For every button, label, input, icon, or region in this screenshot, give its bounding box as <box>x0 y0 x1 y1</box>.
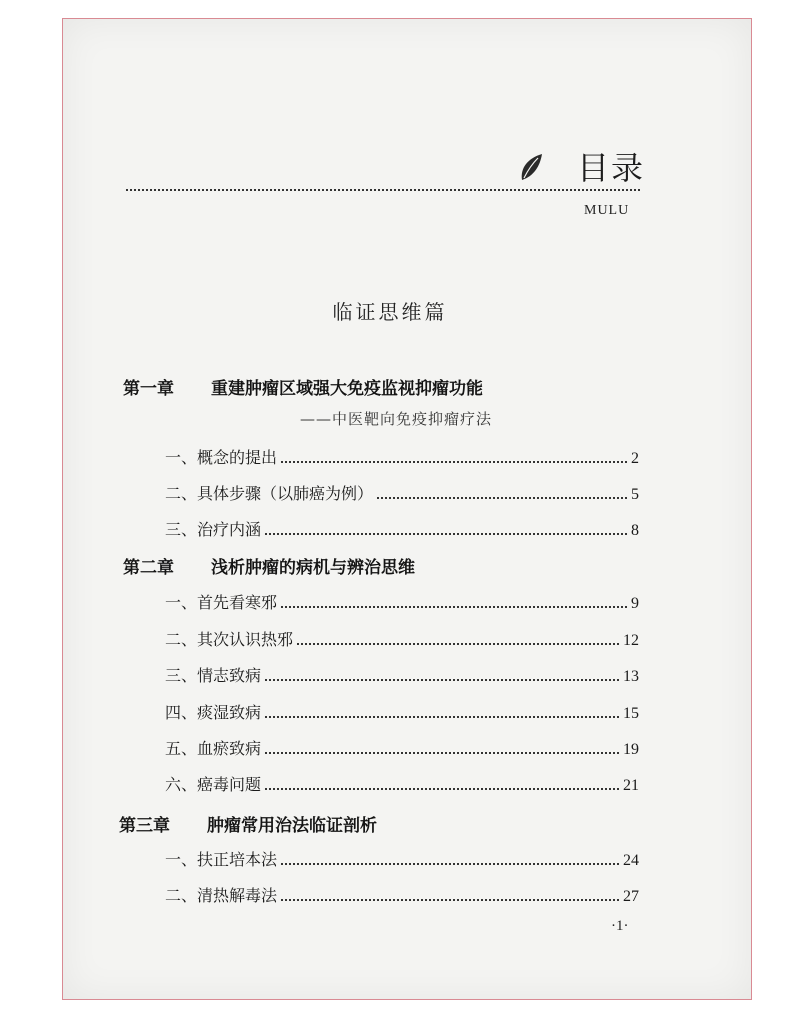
entry-page: 12 <box>623 632 639 649</box>
entry-label: 三、治疗内涵 <box>165 520 262 539</box>
toc-entry[interactable] <box>165 442 639 468</box>
chapter-title: 浅析肿瘤的病机与辨治思维 <box>211 558 415 578</box>
chapter-heading[interactable] <box>123 553 415 578</box>
chapter-subtitle: ——中医靶向免疫抑瘤疗法 <box>300 410 493 428</box>
toc-entry[interactable] <box>165 478 639 504</box>
chapter-heading[interactable] <box>119 811 377 836</box>
dot-leader <box>265 752 619 754</box>
entry-label: 三、情志致病 <box>165 666 262 685</box>
toc-entry[interactable] <box>165 624 639 650</box>
page-number: ·1· <box>611 918 629 934</box>
entry-page: 8 <box>631 522 639 539</box>
entry-page: 2 <box>631 450 639 467</box>
entry-page: 9 <box>631 595 639 612</box>
dot-leader <box>265 679 619 681</box>
dot-leader <box>281 899 619 901</box>
entry-page: 21 <box>623 777 639 794</box>
entry-label: 二、具体步骤（以肺癌为例） <box>165 484 374 503</box>
dot-leader <box>297 643 619 645</box>
chapter-title: 肿瘤常用治法临证剖析 <box>207 816 377 836</box>
toc-entry[interactable] <box>165 587 639 613</box>
toc-entry[interactable] <box>165 697 639 723</box>
toc-entry[interactable] <box>165 880 639 906</box>
chapter-heading[interactable] <box>123 374 483 399</box>
part-heading: 临证思维篇 <box>332 300 448 324</box>
dot-leader <box>281 461 627 463</box>
entry-page: 13 <box>623 668 639 685</box>
entry-label: 六、癌毒问题 <box>165 775 262 794</box>
dot-leader <box>377 497 627 499</box>
chapter-number: 第二章 <box>123 558 174 578</box>
toc-entry[interactable] <box>165 844 639 870</box>
chapter-title: 重建肿瘤区域强大免疫监视抑瘤功能 <box>211 379 483 399</box>
entry-page: 27 <box>623 888 639 905</box>
chapter-number: 第一章 <box>123 379 174 399</box>
dot-leader <box>265 788 619 790</box>
toc-title: 目录 <box>577 149 646 187</box>
entry-page: 5 <box>631 486 639 503</box>
entry-label: 一、首先看寒邪 <box>165 593 278 612</box>
entry-page: 24 <box>623 852 639 869</box>
leaf-icon <box>518 152 544 182</box>
entry-label: 五、血瘀致病 <box>165 739 262 758</box>
entry-label: 一、扶正培本法 <box>165 850 278 869</box>
entry-page: 19 <box>623 741 639 758</box>
toc-entry[interactable] <box>165 514 639 540</box>
dot-leader <box>281 606 627 608</box>
entry-label: 四、痰湿致病 <box>165 703 262 722</box>
dot-leader <box>265 533 627 535</box>
toc-entry[interactable] <box>165 769 639 795</box>
dot-leader <box>281 863 619 865</box>
entry-label: 一、概念的提出 <box>165 448 278 467</box>
entry-label: 二、清热解毒法 <box>165 886 278 905</box>
entry-page: 15 <box>623 705 639 722</box>
entry-label: 二、其次认识热邪 <box>165 630 294 649</box>
chapter-number: 第三章 <box>119 816 170 836</box>
title-dotted-rule <box>126 189 640 191</box>
toc-subtitle: MULU <box>584 203 630 218</box>
toc-entry[interactable] <box>165 733 639 759</box>
toc-entry[interactable] <box>165 660 639 686</box>
dot-leader <box>265 716 619 718</box>
